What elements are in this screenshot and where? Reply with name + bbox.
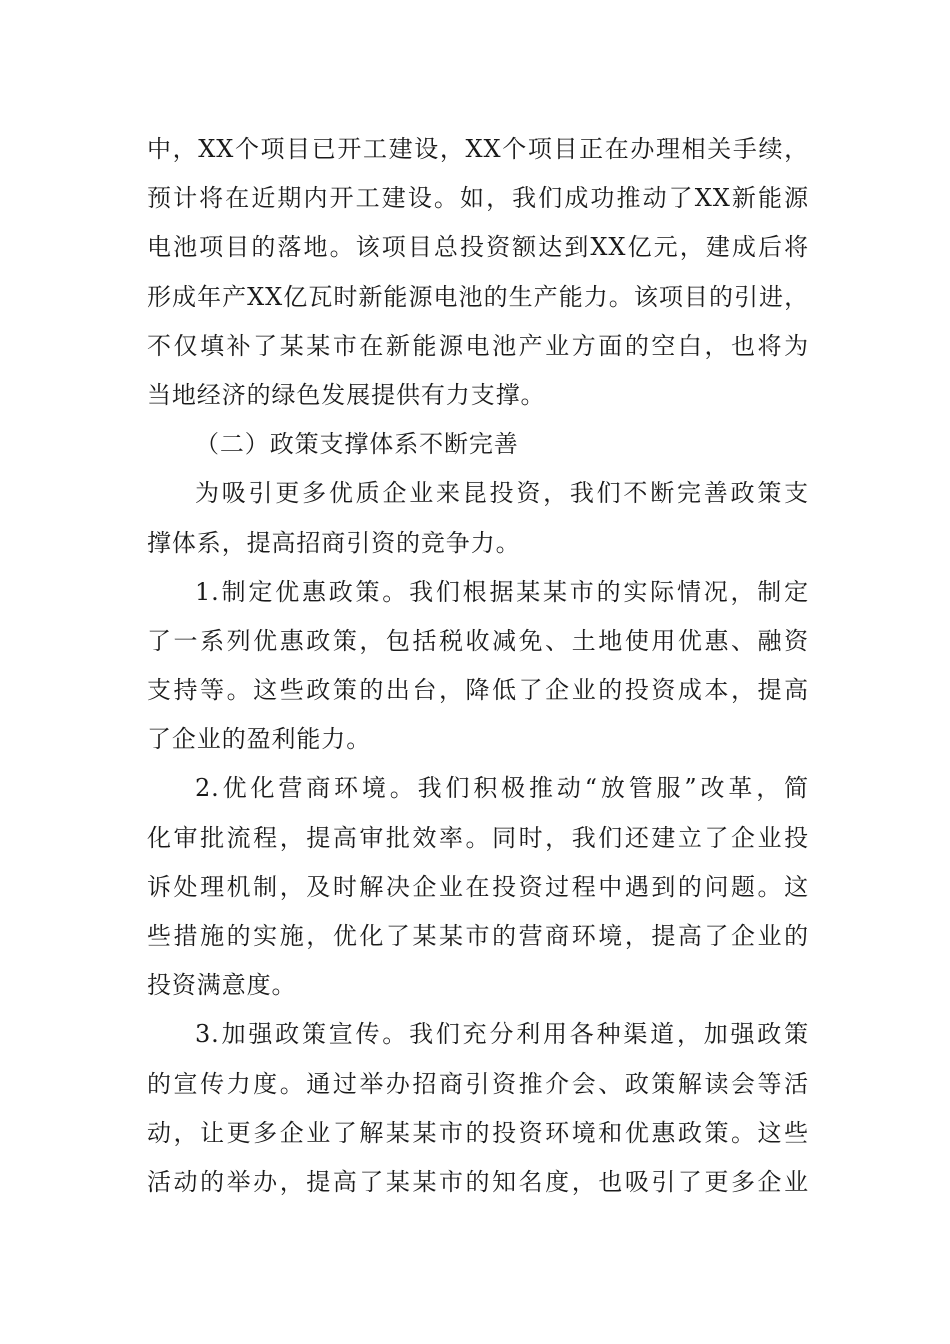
text-line: 些措施的实施，优化了某某市的营商环境，提高了企业的 (147, 922, 809, 950)
text-line: 中，XX个项目已开工建设，XX个项目正在办理相关手续， (147, 135, 809, 163)
text-line: 不仅填补了某某市在新能源电池产业方面的空白，也将为 (147, 331, 809, 360)
list-item-business-environment (147, 764, 809, 1010)
text-line: 3.加强政策宣传。我们充分利用各种渠道，加强政策 (195, 1020, 809, 1049)
text-line: 了企业的盈利能力。 (147, 725, 372, 754)
text-line: 为吸引更多优质企业来昆投资，我们不断完善政策支 (195, 479, 809, 508)
list-item-preferential-policy (147, 568, 809, 765)
text-line: 了一系列优惠政策，包括税收减免、土地使用优惠、融资 (147, 626, 809, 655)
paragraph-continuation (147, 125, 809, 420)
text-line: 1.制定优惠政策。我们根据某某市的实际情况，制定 (195, 577, 809, 606)
paragraph-intro (147, 469, 809, 567)
text-line: 活动的举办，提高了某某市的知名度，也吸引了更多企业 (147, 1167, 809, 1196)
text-line: 2.优化营商环境。我们积极推动“放管服”改革，简 (195, 774, 809, 803)
section-heading: （二）政策支撑体系不断完善 (195, 430, 519, 459)
text-line: 当地经济的绿色发展提供有力支撑。 (147, 380, 546, 409)
text-line: 撑体系，提高招商引资的竞争力。 (147, 528, 521, 557)
text-line: 支持等。这些政策的出台，降低了企业的投资成本，提高 (147, 676, 809, 705)
text-line: 化审批流程，提高审批效率。同时，我们还建立了企业投 (147, 823, 809, 852)
text-line: 投资满意度。 (147, 971, 297, 1000)
text-line: 的宣传力度。通过举办招商引资推介会、政策解读会等活 (147, 1069, 809, 1098)
text-line: 动，让更多企业了解某某市的投资环境和优惠政策。这些 (147, 1118, 809, 1147)
document-body (147, 125, 809, 1207)
list-item-policy-publicity (147, 1010, 809, 1207)
text-line: 诉处理机制，及时解决企业在投资过程中遇到的问题。这 (147, 872, 809, 901)
text-line: 预计将在近期内开工建设。如，我们成功推动了XX新能源 (147, 184, 809, 213)
text-line: 电池项目的落地。该项目总投资额达到XX亿元，建成后将 (147, 233, 809, 262)
text-line: 形成年产XX亿瓦时新能源电池的生产能力。该项目的引进， (147, 282, 809, 311)
